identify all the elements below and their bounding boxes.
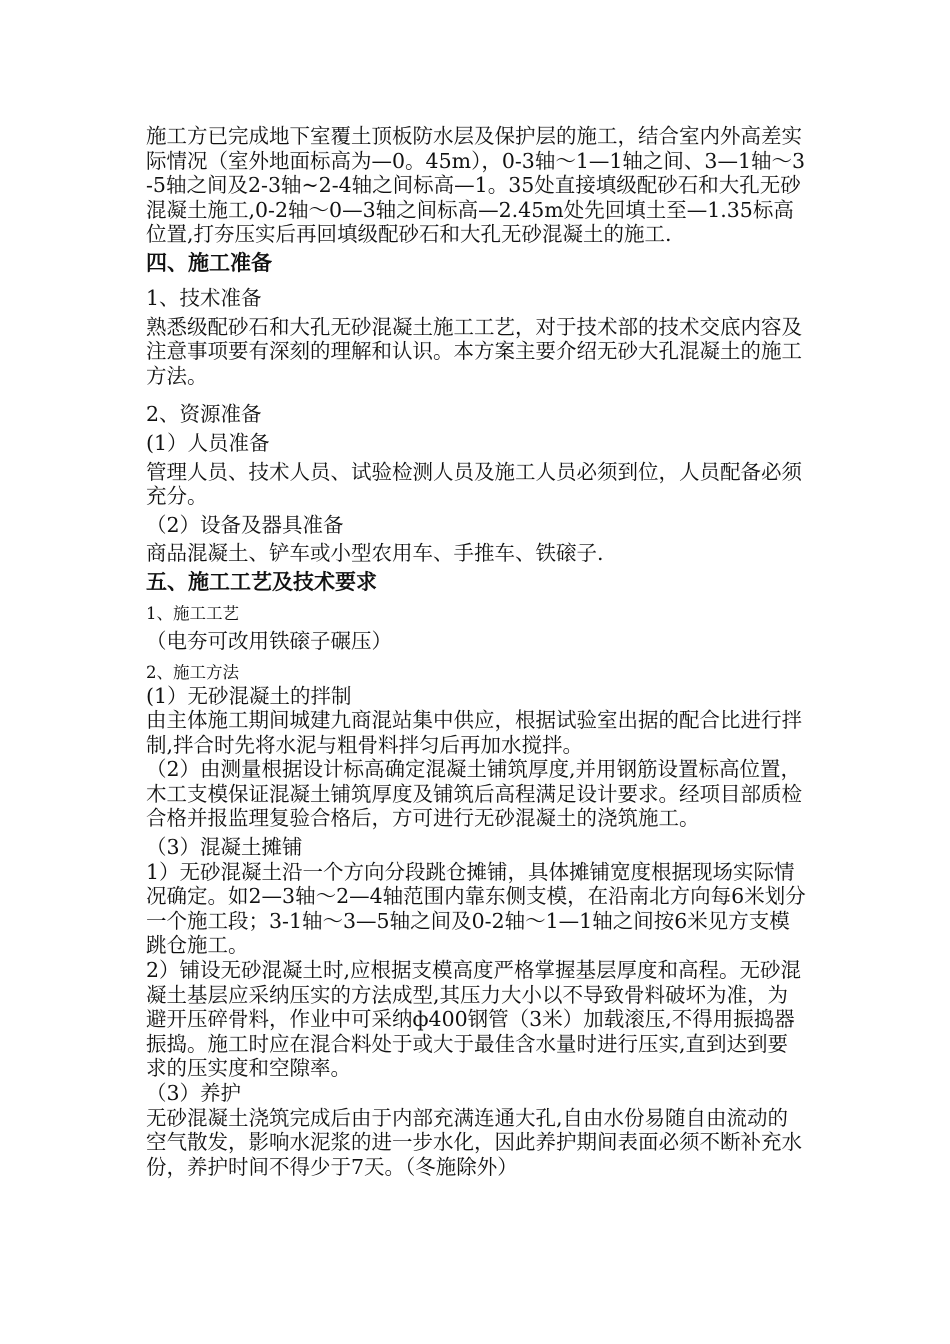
subheading-construction-method: 2、施工方法 <box>146 662 239 682</box>
subheading-personnel-preparation: (1）人员准备 <box>146 430 270 455</box>
intro-paragraph: 施工方已完成地下室覆土顶板防水层及保护层的施工，结合室内外高差实际情况（室外地面标高为—0。45m），0-3轴～1—1轴之间、3—1轴～3-5轴之间及2-3轴~2-4轴之间标高—1。35处直接填级配砂石和大孔无砂混凝土施工,0-2轴～0—3轴之间标高—2.45m处先回填土至—1.35标高位置,打夯压实后再回填级配砂石和大孔无砂混凝土的施工. <box>146 124 806 247</box>
document-body <box>146 124 806 1179</box>
subheading-equipment-preparation: （2）设备及器具准备 <box>146 512 344 537</box>
section-heading-preparation: 四、施工准备 <box>146 250 272 275</box>
survey-formwork-paragraph: （2）由测量根据设计标高确定混凝土铺筑厚度,并用钢筋设置标高位置，木工支模保证混凝土铺筑厚度及铺筑后高程满足设计要求。经项目部质检合格并报监理复验合格后，方可进行无砂混凝土的浇筑施工。 <box>146 757 802 831</box>
equipment-preparation-paragraph: 商品混凝土、铲车或小型农用车、手推车、铁磙子. <box>146 541 604 566</box>
subheading-concrete-mixing: (1）无砂混凝土的拌制 <box>146 683 352 708</box>
technical-preparation-paragraph: 熟悉级配砂石和大孔无砂混凝土施工工艺，对于技术部的技术交底内容及注意事项要有深刻的理解和认识。本方案主要介绍无砂大孔混凝土的施工方法。 <box>146 314 802 388</box>
construction-craft-note: （电夯可改用铁磙子碾压） <box>146 628 392 653</box>
personnel-preparation-paragraph: 管理人员、技术人员、试验检测人员及施工人员必须到位，人员配备必须充分。 <box>146 459 802 509</box>
subheading-construction-craft: 1、施工工艺 <box>146 603 239 623</box>
spreading-paragraph-2: 2）铺设无砂混凝土时,应根据支模高度严格掌握基层厚度和高程。无砂混凝土基层应采纳压实的方法成型,其压力大小以不导致骨料破坏为准，为避开压碎骨料，作业中可采纳ф400钢管（3米）加载滚压,不得用振捣器振捣。施工时应在混合料处于或大于最佳含水量时进行压实,直到达到要求的压实度和空隙率。 <box>146 958 802 1081</box>
subheading-resource-preparation: 2、资源准备 <box>146 402 262 427</box>
subheading-technical-preparation: 1、技术准备 <box>146 285 262 310</box>
spreading-paragraph-1: 1）无砂混凝土沿一个方向分段跳仓摊铺，具体摊铺宽度根据现场实际情况确定。如2—3轴～2—4轴范围内靠东侧支模，在沿南北方向每6米划分一个施工段；3-1轴～3—5轴之间及0-2轴～1—1轴之间按6米见方支模跳仓施工。 <box>146 859 806 958</box>
section-heading-process: 五、施工工艺及技术要求 <box>146 569 377 594</box>
concrete-mixing-paragraph: 由主体施工期间城建九商混站集中供应，根据试验室出据的配合比进行拌制,拌合时先将水泥与粗骨料拌匀后再加水搅拌。 <box>146 708 802 757</box>
curing-paragraph: 无砂混凝土浇筑完成后由于内部充满连通大孔,自由水份易随自由流动的空气散发，影响水泥浆的进一步水化，因此养护期间表面必须不断补充水份，养护时间不得少于7天。（冬施除外） <box>146 1105 802 1179</box>
subheading-curing: （3）养护 <box>146 1081 242 1105</box>
subheading-concrete-spreading: （3）混凝土摊铺 <box>146 835 303 860</box>
